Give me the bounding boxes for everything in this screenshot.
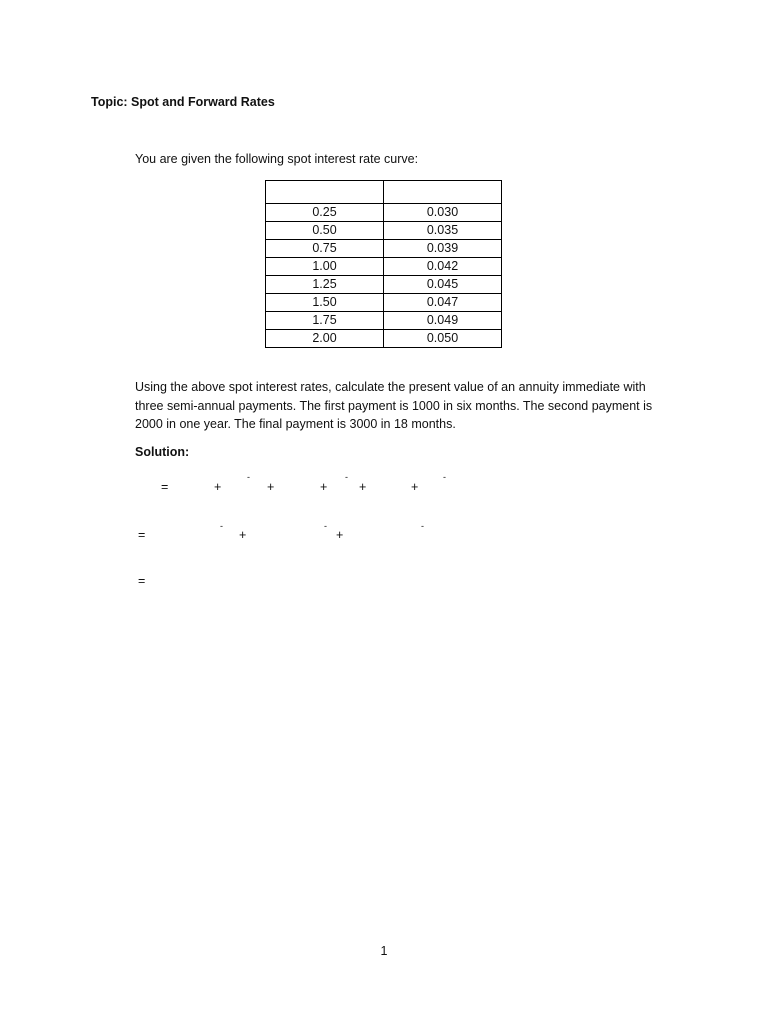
table-row [266, 240, 502, 258]
minus-sign: - [345, 472, 348, 482]
maturity-cell: 1.50 [266, 294, 384, 312]
problem-line: 2000 in one year. The final payment is 3000 in 18 months. [135, 417, 456, 431]
maturity-cell: 0.50 [266, 222, 384, 240]
rate-cell: 0.047 [384, 294, 502, 312]
rate-cell: 0.039 [384, 240, 502, 258]
page-number: 1 [380, 944, 388, 958]
page-title: Topic: Spot and Forward Rates [91, 95, 275, 109]
rate-cell: 0.030 [384, 204, 502, 222]
minus-sign: - [443, 472, 446, 482]
rate-cell: 0.045 [384, 276, 502, 294]
table-header-cell [384, 181, 502, 204]
plus-sign: + [336, 528, 344, 542]
rate-cell: 0.042 [384, 258, 502, 276]
plus-sign: + [411, 480, 419, 494]
maturity-cell: 2.00 [266, 330, 384, 348]
plus-sign: + [267, 480, 275, 494]
plus-sign: + [320, 480, 328, 494]
table-row [266, 258, 502, 276]
plus-sign: + [214, 480, 222, 494]
plus-sign: + [239, 528, 247, 542]
table-row [266, 312, 502, 330]
maturity-cell: 0.75 [266, 240, 384, 258]
problem-line: Using the above spot interest rates, calculate the present value of an annuity immediate with [135, 380, 646, 394]
solution-label: Solution: [135, 445, 190, 459]
rate-cell: 0.049 [384, 312, 502, 330]
table-row [266, 204, 502, 222]
minus-sign: - [324, 521, 327, 531]
equals-sign: = [138, 574, 146, 588]
spot-rate-table [265, 180, 502, 348]
maturity-cell: 1.00 [266, 258, 384, 276]
rate-cell: 0.050 [384, 330, 502, 348]
table-row [266, 222, 502, 240]
maturity-cell: 1.75 [266, 312, 384, 330]
table-row [266, 330, 502, 348]
maturity-cell: 0.25 [266, 204, 384, 222]
plus-sign: + [359, 480, 367, 494]
table-header-row [266, 181, 502, 204]
intro-text: You are given the following spot interest rate curve: [135, 152, 419, 166]
minus-sign: - [421, 521, 424, 531]
minus-sign: - [247, 472, 250, 482]
table-row [266, 294, 502, 312]
problem-line: three semi-annual payments. The first payment is 1000 in six months. The second payment is [135, 398, 653, 413]
minus-sign: - [220, 521, 223, 531]
problem-statement [135, 378, 675, 434]
table-row [266, 276, 502, 294]
equals-sign: = [161, 480, 169, 494]
rate-cell: 0.035 [384, 222, 502, 240]
maturity-cell: 1.25 [266, 276, 384, 294]
table-header-cell [266, 181, 384, 204]
equals-sign: = [138, 528, 146, 542]
